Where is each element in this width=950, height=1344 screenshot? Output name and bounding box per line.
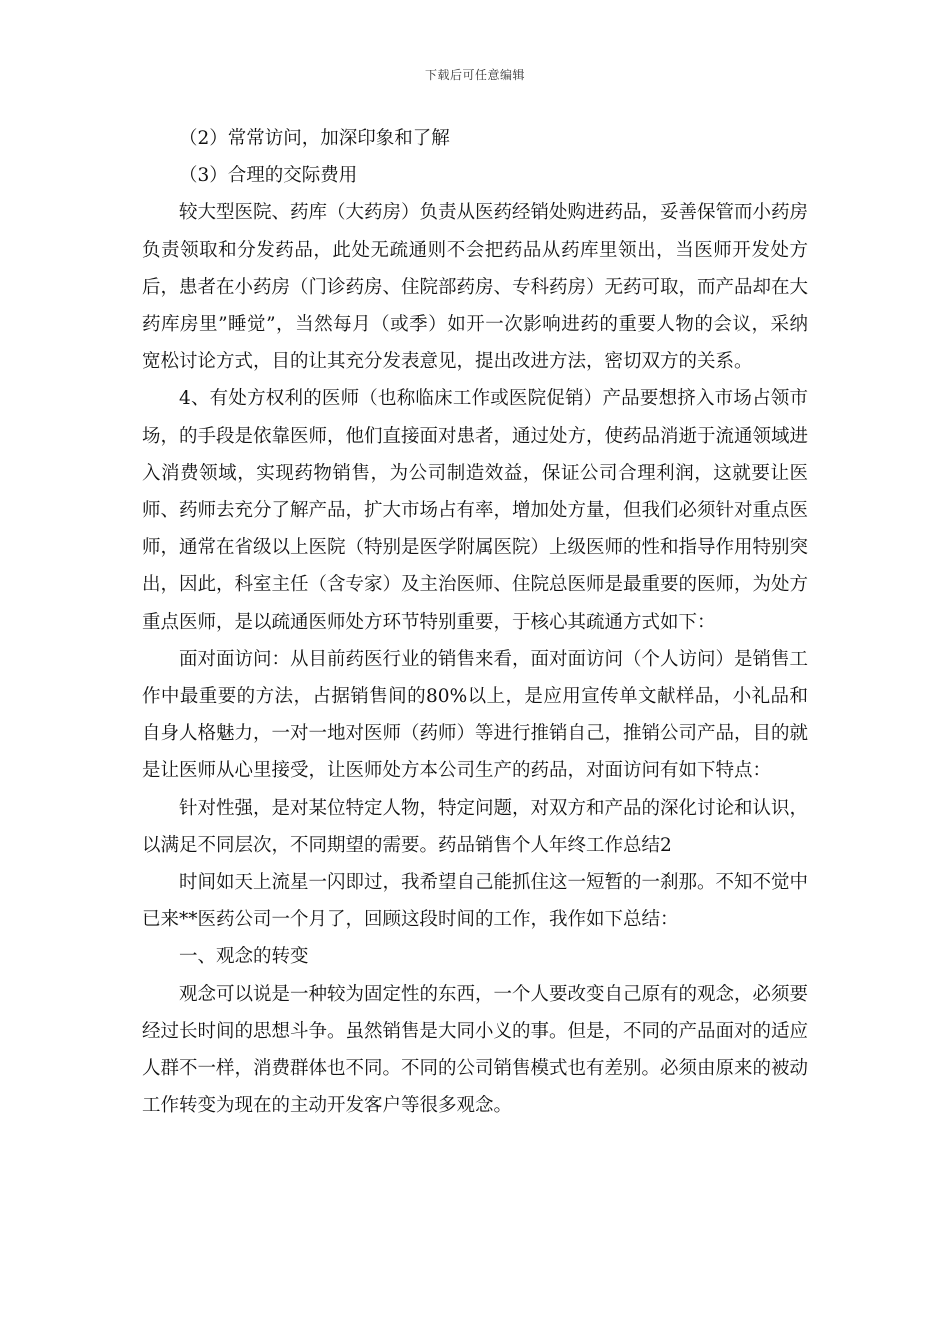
paragraph-social-expenses: （3）合理的交际费用 — [179, 165, 358, 187]
document-body — [142, 120, 808, 1124]
paragraph-pharmacy-storage: 较大型医院、药库（大药房）负责从医药经销处购进药品，妥善保管而小药房负责领取和分发药品，此处无疏通则不会把药品从药库里领出，当医师开发处方后，患者在小药房（门诊药房、住院部药房、专科药房）无药可取，而产品却在大药库房里”睡觉”，当然每月（或季）如开一次影响进药的重要人物的会议，采纳宽松讨论方式，目的让其充分发表意见，提出改进方法，密切双方的关系。 — [142, 202, 809, 373]
page-header: 下载后可任意编辑 — [424, 68, 525, 82]
paragraph-face-to-face-visit: 面对面访问：从目前药医行业的销售来看，面对面访问（个人访问）是销售工作中最重要的方法，占据销售间的80%以上，是应用宣传单文献样品，小礼品和自身人格魅力，一对一地对医师（药师）等进行推销自己，推销公司产品，目的就是让医师从心里接受，让医师处方本公司生产的药品，对面访问有如下特点： — [142, 648, 809, 782]
section-heading-concept-change: 一、观念的转变 — [179, 946, 309, 968]
paragraph-prescribing-physicians: 4、有处方权利的医师（也称临床工作或医院促销）产品要想挤入市场占领市场，的手段是依靠医师，他们直接面对患者，通过处方，使药品消逝于流通领域进入消费领域，实现药物销售，为公司制造效益，保证公司合理利润，这就要让医师、药师去充分了解产品，扩大市场占有率，增加处方量，但我们必须针对重点医师，通常在省级以上医院（特别是医学附属医院）上级医师的性和指导作用特别突出，因此，科室主任（含专家）及主治医师、住院总医师是最重要的医师，为处方重点医师，是以疏通医师处方环节特别重要，于核心其疏通方式如下： — [142, 388, 809, 633]
paragraph-targeted: 针对性强，是对某位特定人物，特定问题，对双方和产品的深化讨论和认识，以满足不同层次，不同期望的需要。药品销售个人年终工作总结2 — [142, 797, 809, 856]
paragraph-time-review: 时间如天上流星一闪即过，我希望自己能抓住这一短暂的一刹那。不知不觉中已来**医药公司一个月了，回顾这段时间的工作，我作如下总结： — [142, 872, 809, 931]
paragraph-visit-often: （2）常常访问，加深印象和了解 — [179, 128, 450, 149]
paragraph-concept-change: 观念可以说是一种较为固定性的东西，一个人要改变自己原有的观念，必须要经过长时间的思想斗争。虽然销售是大同小义的事。但是，不同的产品面对的适应人群不一样，消费群体也不同。不同的公司销售模式也有差别。必须由原来的被动工作转变为现在的主动开发客户等很多观念。 — [142, 983, 809, 1117]
